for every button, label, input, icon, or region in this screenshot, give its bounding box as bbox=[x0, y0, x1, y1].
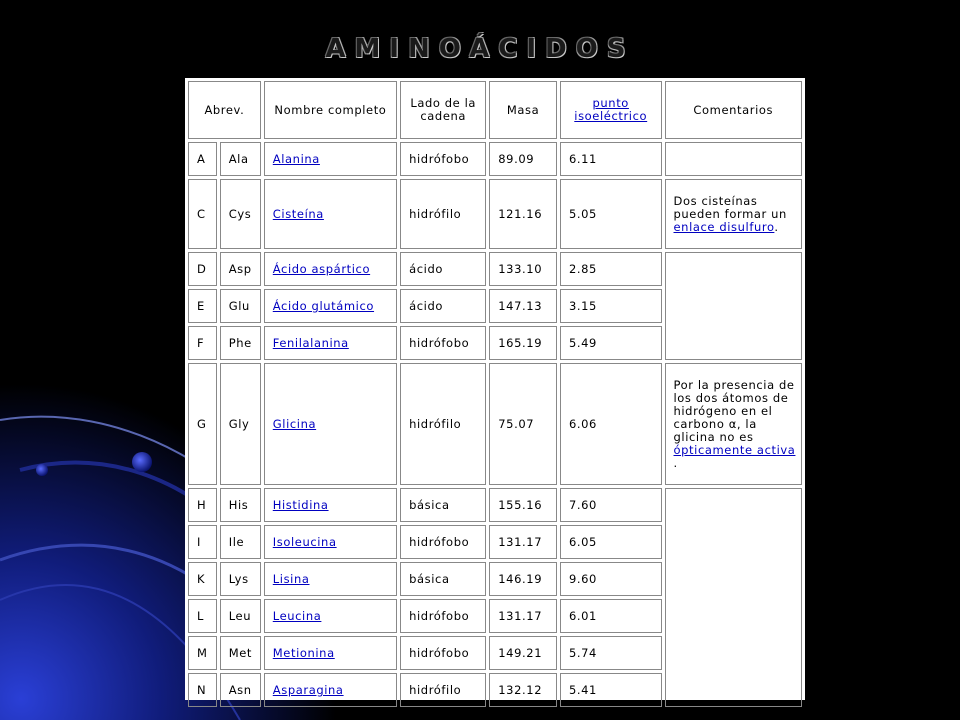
cell-abbr: His bbox=[220, 488, 261, 522]
cell-comment-glicina: Por la presencia de los dos átomos de hidrógeno en el carbono α, la glicina no es ópticamente activa . bbox=[665, 363, 803, 485]
cell-comment-cisteina: Dos cisteínas pueden formar un enlace disulfuro. bbox=[665, 179, 803, 249]
cell-mass: 155.16 bbox=[489, 488, 557, 522]
cell-pi: 9.60 bbox=[560, 562, 662, 596]
cell-code: A bbox=[188, 142, 217, 176]
cell-side: hidrófilo bbox=[400, 363, 486, 485]
cell-side: ácido bbox=[400, 289, 486, 323]
cell-name bbox=[264, 363, 397, 485]
table-row bbox=[188, 488, 802, 522]
enlace-disulfuro-link[interactable]: enlace disulfuro bbox=[673, 219, 775, 234]
header-punto-isoelectrico-link[interactable]: punto isoeléctrico bbox=[560, 81, 662, 139]
amino-link-leucina[interactable]: Leucina bbox=[272, 609, 322, 623]
cell-name bbox=[264, 488, 397, 522]
cell-pi: 6.01 bbox=[560, 599, 662, 633]
cell-code: L bbox=[188, 599, 217, 633]
opticamente-activa-link[interactable]: ópticamente activa bbox=[673, 442, 796, 457]
decorative-dot bbox=[132, 452, 152, 472]
cell-pi: 5.49 bbox=[560, 326, 662, 360]
cell-name bbox=[264, 142, 397, 176]
cell-mass: 146.19 bbox=[489, 562, 557, 596]
decorative-dot bbox=[36, 464, 48, 476]
cell-mass: 121.16 bbox=[489, 179, 557, 249]
cell-comment bbox=[665, 142, 803, 176]
cell-abbr: Ala bbox=[220, 142, 261, 176]
cell-code: K bbox=[188, 562, 217, 596]
cell-mass: 133.10 bbox=[489, 252, 557, 286]
amino-acid-table bbox=[185, 78, 805, 710]
cell-comment bbox=[665, 488, 803, 707]
cell-side: básica bbox=[400, 488, 486, 522]
cell-abbr: Asp bbox=[220, 252, 261, 286]
cell-code: M bbox=[188, 636, 217, 670]
cell-side: hidrófobo bbox=[400, 636, 486, 670]
cell-mass: 75.07 bbox=[489, 363, 557, 485]
cell-code: F bbox=[188, 326, 217, 360]
cell-pi: 3.15 bbox=[560, 289, 662, 323]
cell-pi: 5.74 bbox=[560, 636, 662, 670]
cell-mass: 132.12 bbox=[489, 673, 557, 707]
table-header-row bbox=[188, 81, 802, 139]
cell-pi: 6.06 bbox=[560, 363, 662, 485]
amino-acid-table-container bbox=[185, 78, 805, 700]
cell-side: hidrófobo bbox=[400, 326, 486, 360]
slide-title: AMINOÁCIDOS bbox=[325, 34, 635, 64]
cell-side: básica bbox=[400, 562, 486, 596]
cell-code: I bbox=[188, 525, 217, 559]
amino-link-metionina[interactable]: Metionina bbox=[272, 646, 335, 660]
cell-name bbox=[264, 326, 397, 360]
amino-link-fenilalanina[interactable]: Fenilalanina bbox=[272, 336, 349, 350]
cell-name bbox=[264, 562, 397, 596]
header-abrev: Abrev. bbox=[188, 81, 261, 139]
cell-pi: 5.05 bbox=[560, 179, 662, 249]
cell-side: ácido bbox=[400, 252, 486, 286]
cell-name bbox=[264, 179, 397, 249]
cell-mass: 149.21 bbox=[489, 636, 557, 670]
cell-pi: 2.85 bbox=[560, 252, 662, 286]
amino-link-acido-aspartico[interactable]: Ácido aspártico bbox=[272, 262, 371, 276]
cell-side: hidrófilo bbox=[400, 673, 486, 707]
cell-name bbox=[264, 289, 397, 323]
cell-side: hidrófobo bbox=[400, 142, 486, 176]
cell-side: hidrófobo bbox=[400, 599, 486, 633]
cell-name bbox=[264, 252, 397, 286]
cell-code: E bbox=[188, 289, 217, 323]
cell-pi: 5.41 bbox=[560, 673, 662, 707]
cell-side: hidrófobo bbox=[400, 525, 486, 559]
cell-comment bbox=[665, 252, 803, 360]
cell-abbr: Asn bbox=[220, 673, 261, 707]
cell-name bbox=[264, 599, 397, 633]
amino-link-histidina[interactable]: Histidina bbox=[272, 498, 329, 512]
cell-abbr: Phe bbox=[220, 326, 261, 360]
header-lado: Lado de la cadena bbox=[400, 81, 486, 139]
amino-link-cisteina[interactable]: Cisteína bbox=[272, 207, 324, 221]
cell-name bbox=[264, 636, 397, 670]
cell-abbr: Leu bbox=[220, 599, 261, 633]
amino-link-glicina[interactable]: Glicina bbox=[272, 417, 317, 431]
cell-abbr: Ile bbox=[220, 525, 261, 559]
cell-pi: 7.60 bbox=[560, 488, 662, 522]
cell-abbr: Glu bbox=[220, 289, 261, 323]
cell-code: N bbox=[188, 673, 217, 707]
cell-code: H bbox=[188, 488, 217, 522]
cell-mass: 165.19 bbox=[489, 326, 557, 360]
cell-abbr: Gly bbox=[220, 363, 261, 485]
amino-link-asparagina[interactable]: Asparagina bbox=[272, 683, 344, 697]
cell-pi: 6.11 bbox=[560, 142, 662, 176]
cell-pi: 6.05 bbox=[560, 525, 662, 559]
table-row bbox=[188, 142, 802, 176]
table-row bbox=[188, 252, 802, 286]
amino-link-isoleucina[interactable]: Isoleucina bbox=[272, 535, 337, 549]
cell-abbr: Met bbox=[220, 636, 261, 670]
cell-code: D bbox=[188, 252, 217, 286]
header-comentarios: Comentarios bbox=[665, 81, 803, 139]
header-nombre: Nombre completo bbox=[264, 81, 397, 139]
cell-code: G bbox=[188, 363, 217, 485]
cell-mass: 131.17 bbox=[489, 525, 557, 559]
amino-link-acido-glutamico[interactable]: Ácido glutámico bbox=[272, 299, 375, 313]
header-masa: Masa bbox=[489, 81, 557, 139]
table-row bbox=[188, 363, 802, 485]
cell-abbr: Lys bbox=[220, 562, 261, 596]
cell-abbr: Cys bbox=[220, 179, 261, 249]
cell-name bbox=[264, 525, 397, 559]
cell-code: C bbox=[188, 179, 217, 249]
amino-link-alanina[interactable]: Alanina bbox=[272, 152, 320, 166]
cell-mass: 147.13 bbox=[489, 289, 557, 323]
cell-name bbox=[264, 673, 397, 707]
amino-link-lisina[interactable]: Lisina bbox=[272, 572, 310, 586]
table-row bbox=[188, 179, 802, 249]
cell-mass: 131.17 bbox=[489, 599, 557, 633]
cell-mass: 89.09 bbox=[489, 142, 557, 176]
cell-side: hidrófilo bbox=[400, 179, 486, 249]
